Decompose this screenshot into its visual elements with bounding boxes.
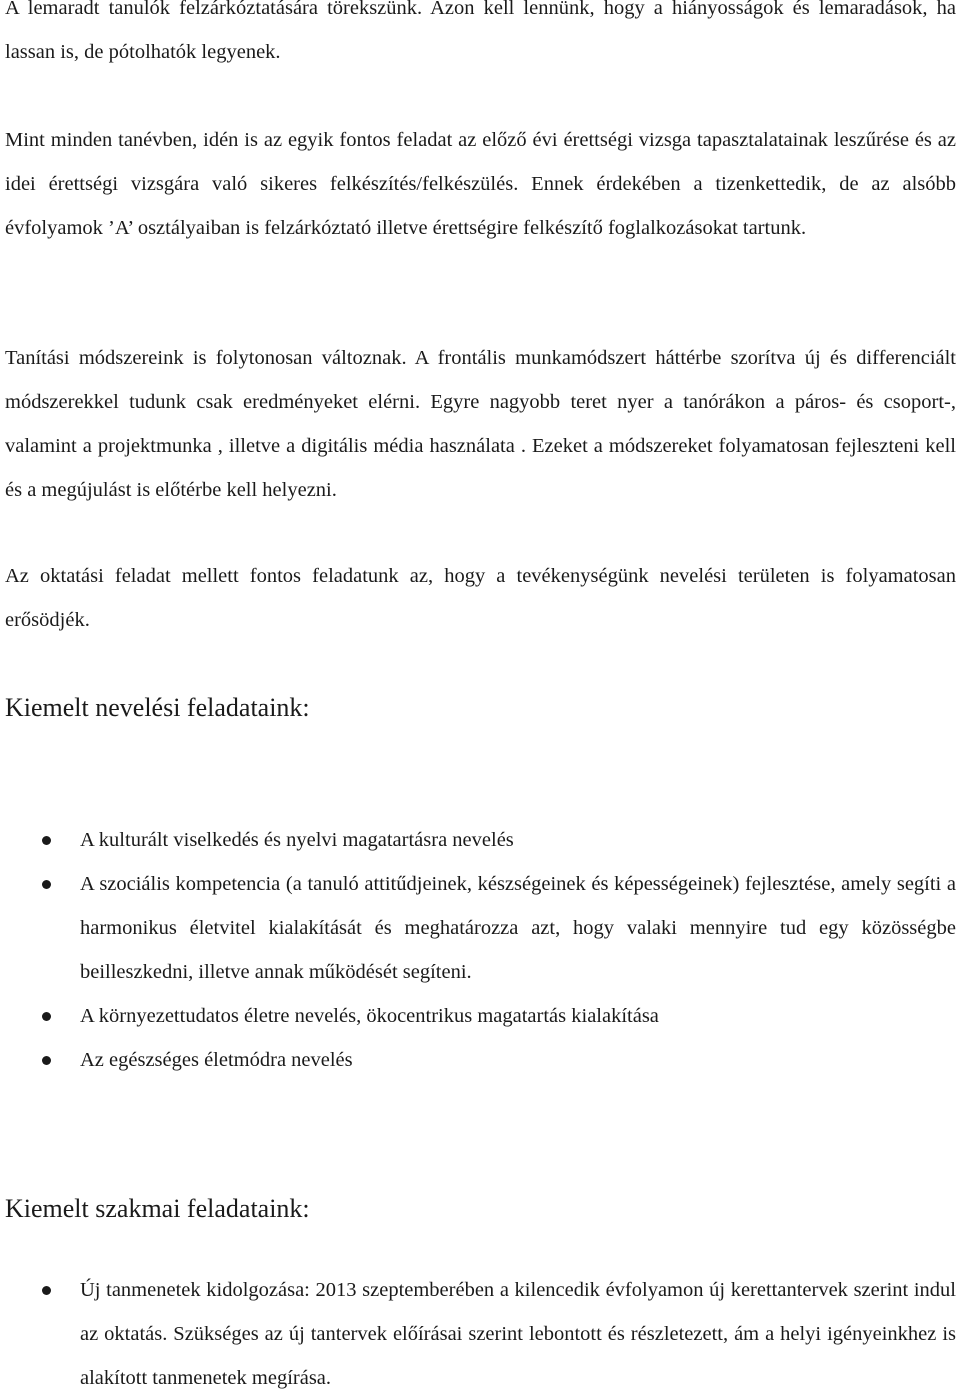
paragraph-catch-up: A lemaradt tanulók felzárkóztatására törekszünk. Azon kell lennünk, hogy a hiányosságok és lemaradások, ha lassan is, de pótolhatók legyenek. bbox=[5, 0, 956, 63]
list-item-text: A kulturált viselkedés és nyelvi magatartásra nevelés bbox=[80, 829, 514, 851]
list-nevelesi-feladatok bbox=[0, 818, 960, 1082]
list-item-text: Új tanmenetek kidolgozása: 2013 szeptemberében a kilencedik évfolyamon új kerettantervek szerint indul az oktatás. Szükséges az új tantervek előírásai szerint lebontott és részletezett, ám a helyi igényeinkhez is alakított tanmenetek megírása. bbox=[80, 1279, 956, 1389]
list-item-text: A környezettudatos életre nevelés, ökocentrikus magatartás kialakítása bbox=[80, 1005, 659, 1027]
paragraph-educational-task: Az oktatási feladat mellett fontos feladatunk az, hogy a tevékenységünk nevelési területen is folyamatosan erősödjék. bbox=[5, 565, 956, 631]
heading-nevelesi-feladatok: Kiemelt nevelési feladataink: bbox=[5, 693, 310, 722]
paragraph-teaching-methods: Tanítási módszereink is folytonosan változnak. A frontális munkamódszert háttérbe szorítva új és differenciált módszerekkel tudunk csak eredményeket elérni. Egyre nagyobb teret nyer a tanórákon a páros- és csoport-, valamint a projektmunka , illetve a digitális média használata . Ezeket a módszereket folyamatosan fejleszteni kell és a megújulást is előtérbe kell helyezni. bbox=[5, 347, 956, 501]
paragraph-exam-preparation: Mint minden tanévben, idén is az egyik fontos feladat az előző évi érettségi vizsga tapasztalatainak leszűrése és az idei érettségi vizsgára való sikeres felkészítés/felkészülés. Ennek érdekében a tizenkettedik, de az alsóbb évfolyamok ’A’ osztályaiban is felzárkóztató illetve érettségire felkészítő foglalkozásokat tartunk. bbox=[5, 129, 956, 239]
list-item-text: A szociális kompetencia (a tanuló attitűdjeinek, készségeinek és képességeinek) fejlesztése, amely segíti a harmonikus életvitel kialakítását és meghatározza azt, hogy valaki mennyire tud egy közösségbe beilleszkedni, illetve annak működését segíteni. bbox=[80, 873, 956, 983]
bullet-icon bbox=[42, 836, 51, 845]
bullet-icon bbox=[42, 1056, 51, 1065]
list-item bbox=[0, 818, 956, 862]
list-item bbox=[0, 994, 956, 1038]
heading-szakmai-feladatok: Kiemelt szakmai feladataink: bbox=[5, 1194, 310, 1223]
bullet-icon bbox=[42, 1012, 51, 1021]
list-item bbox=[0, 1038, 956, 1082]
list-item-text: Az egészséges életmódra nevelés bbox=[80, 1049, 353, 1071]
list-item bbox=[0, 1268, 956, 1400]
bullet-icon bbox=[42, 1286, 51, 1295]
list-item bbox=[0, 862, 956, 994]
bullet-icon bbox=[42, 880, 51, 889]
list-szakmai-feladatok bbox=[0, 1268, 960, 1400]
